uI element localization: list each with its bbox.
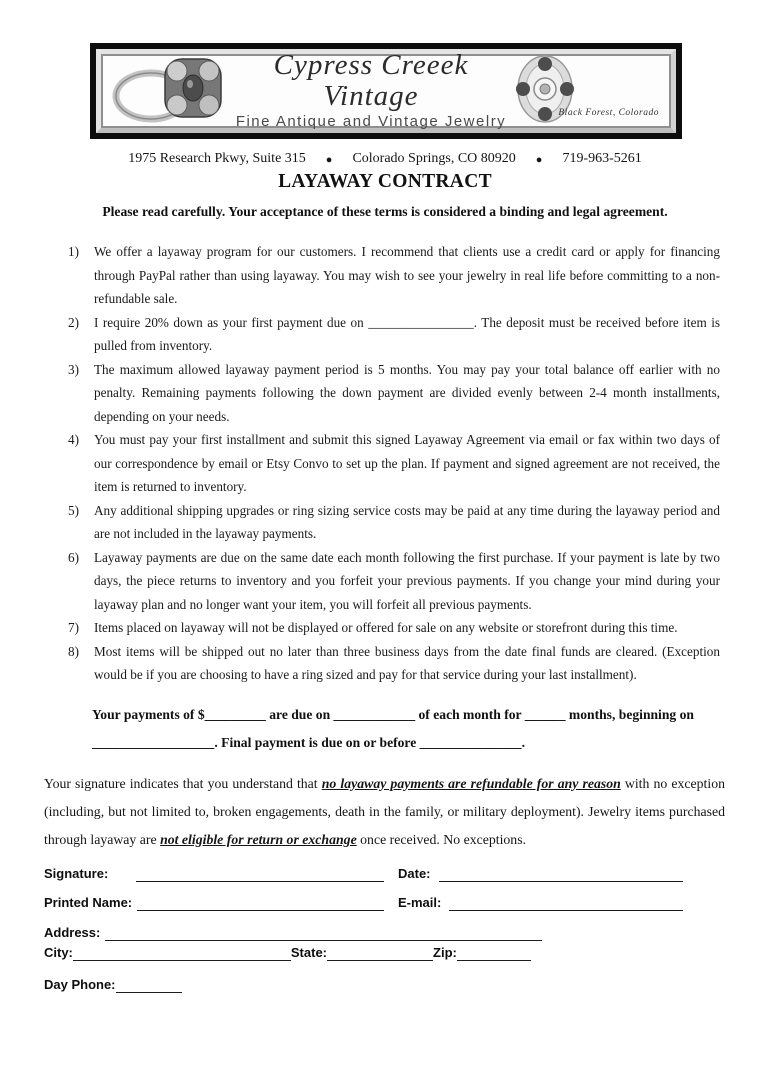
payment-schedule-paragraph: Your payments of $_________ are due on ____________ of each month for ______ months, beginning on __________________. Final payment is due on or before _______________.: [92, 706, 694, 750]
brand-banner: [90, 43, 682, 139]
name-email-row: [44, 895, 683, 911]
banner-frame: [96, 49, 676, 133]
day-phone-label: Day Phone:: [44, 976, 116, 992]
zip-label: Zip:: [433, 944, 457, 960]
brand-location: Black Forest, Colorado: [558, 108, 659, 118]
term-text: We offer a layaway program for our customers. I recommend that clients use a credit card or apply for financing through PayPal rather than using layaway. You may wish to see your jewelry in real life before committing to a non-refundable sale.: [94, 244, 720, 306]
day-phone-row: [44, 977, 683, 993]
day-phone-line[interactable]: [116, 978, 182, 993]
address-row: [44, 925, 683, 941]
layaway-contract-document: [0, 43, 770, 993]
term-number: 1): [68, 244, 79, 259]
terms-list: [68, 240, 720, 687]
signature-statement: [44, 770, 725, 854]
store-address-line: [0, 151, 770, 167]
phone-number: 719-963-5261: [562, 151, 642, 166]
banner-content: [101, 49, 671, 130]
city-line[interactable]: [73, 946, 291, 961]
no-return-emphasis: not eligible for return or exchange: [160, 831, 357, 847]
term-number: 3): [68, 361, 79, 377]
brand-name: Cypress Creeek Vintage: [273, 49, 469, 112]
printed-name-label: Printed Name:: [44, 894, 133, 910]
city-state-zip: Colorado Springs, CO 80920: [352, 151, 516, 166]
statement-text: Your signature indicates that you understand that: [44, 775, 322, 791]
term-number: 7): [68, 620, 79, 635]
banner-text: [229, 50, 513, 130]
page-title: LAYAWAY CONTRACT: [278, 171, 492, 192]
term-text: Most items will be shipped out no later than three business days from the date final funds are cleared. (Exception would be if you are choosing to have a ring sized and pay for that service during your last installment).: [94, 643, 720, 682]
email-line[interactable]: [449, 896, 683, 911]
state-line[interactable]: [327, 946, 433, 961]
email-label: E-mail:: [398, 894, 442, 910]
address-label: Address:: [44, 924, 101, 940]
date-line[interactable]: [439, 867, 683, 882]
contract-notice: Please read carefully. Your acceptance of these terms is considered a binding and legal agreement.: [102, 204, 668, 219]
term-text: I require 20% down as your first payment due on ________________. The deposit must be received before item is pulled from inventory.: [94, 314, 720, 353]
term-text: Items placed on layaway will not be displayed or offered for sale on any website or storefront during this time.: [94, 620, 678, 635]
date-label: Date:: [398, 865, 431, 881]
term-number: 2): [68, 314, 79, 330]
term-text: Layaway payments are due on the same date each month following the first purchase. If your payment is late by two days, the piece returns to inventory and you forfeit your previous payments. If you change your mind during your layaway plan and no longer want your item, you will forfeit all previous payments.: [94, 549, 720, 612]
city-label: City:: [44, 944, 73, 960]
term-text: Any additional shipping upgrades or ring sizing service costs may be paid at any time during the layaway period and are not included in the layaway payments.: [94, 502, 720, 541]
term-text: The maximum allowed layaway payment period is 5 months. You may pay your total balance off earlier with no penalty. Remaining payments following the down payment are divided evenly between 2-4 month installments, depending on your needs.: [94, 361, 720, 424]
term-item: [68, 546, 720, 617]
term-number: 8): [68, 643, 79, 659]
term-item: [68, 499, 720, 546]
signature-label: Signature:: [44, 865, 109, 881]
term-number: 4): [68, 432, 79, 447]
signature-line[interactable]: [136, 867, 384, 882]
ring-side-photo-icon: [111, 52, 229, 131]
bullet-separator-icon: ●: [535, 153, 543, 166]
signature-form: [44, 866, 683, 993]
city-state-zip-row: [44, 945, 683, 961]
no-refund-emphasis: no layaway payments are refundable for any reason: [321, 775, 621, 791]
bullet-separator-icon: ●: [325, 153, 333, 166]
term-item: [68, 640, 720, 687]
term-text: You must pay your first installment and submit this signed Layaway Agreement via email or fax within two days of our correspondence by email or Etsy Convo to set up the plan. If payment and signed agreement are not received, the item is returned to inventory.: [94, 432, 720, 494]
statement-text: once received. No exceptions.: [356, 831, 527, 847]
state-label: State:: [290, 944, 328, 960]
address-line-field[interactable]: [105, 926, 542, 941]
term-item: [68, 240, 720, 311]
term-item: [68, 311, 720, 358]
term-number: 5): [68, 502, 79, 518]
term-number: 6): [68, 549, 79, 565]
term-item: [68, 616, 720, 640]
street-address: 1975 Research Pkwy, Suite 315: [128, 151, 306, 166]
signature-date-row: [44, 866, 683, 882]
zip-line[interactable]: [457, 946, 531, 961]
printed-name-line[interactable]: [137, 896, 384, 911]
statement-text: with no exception (including, but not limited to, broken engagements, death in the family, or military deployment). Jewelry items purchased through layaway are: [44, 775, 725, 847]
brand-tagline: Fine Antique and Vintage Jewelry: [235, 112, 507, 130]
term-item: [68, 358, 720, 429]
term-item: [68, 428, 720, 499]
